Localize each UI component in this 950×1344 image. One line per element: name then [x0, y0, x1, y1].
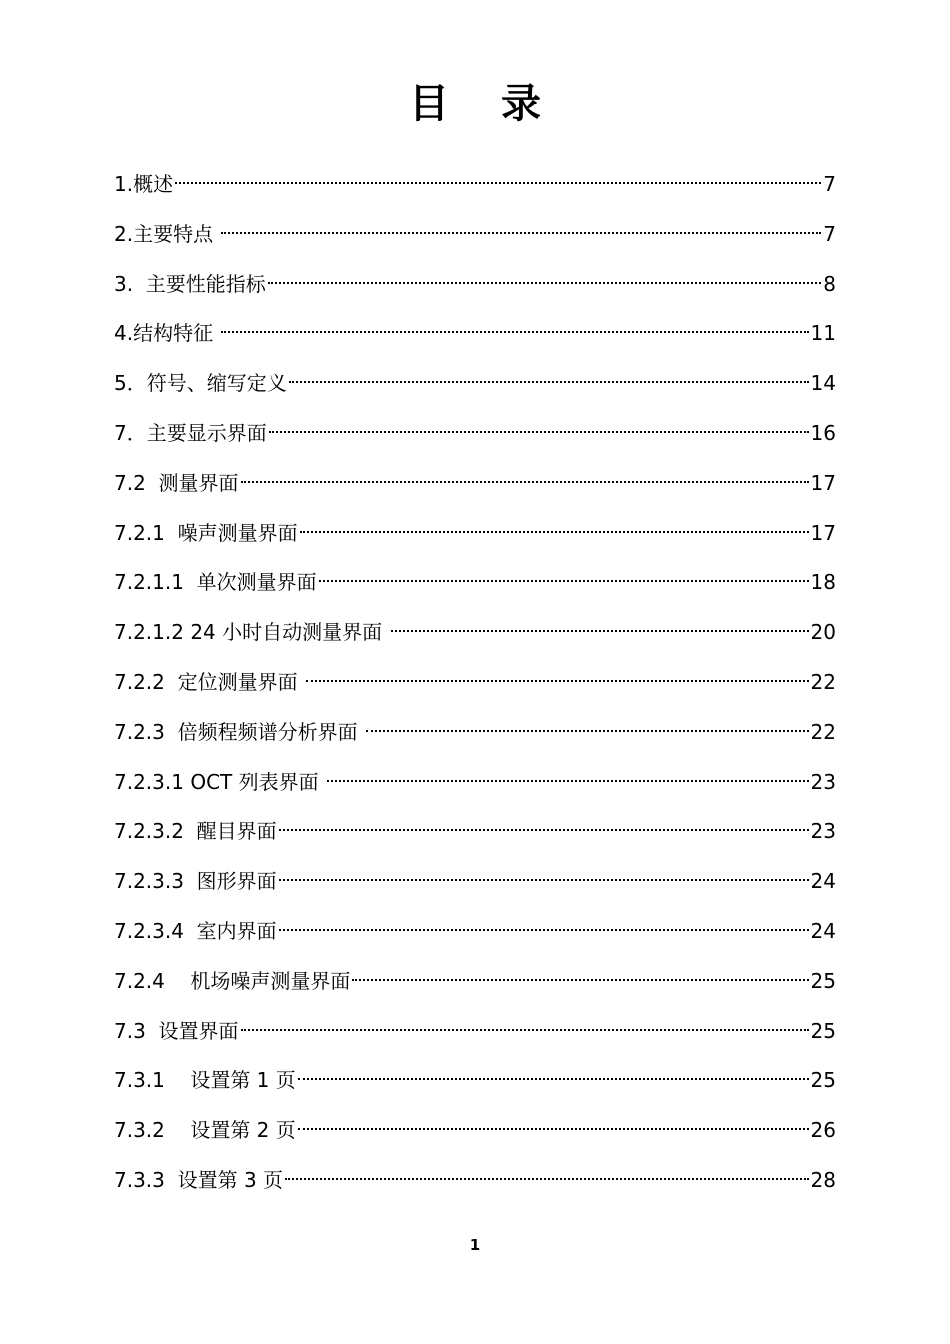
- toc-entry-title: 7.2.1.1 单次测量界面: [114, 570, 317, 595]
- toc-dot-leader: [366, 730, 809, 732]
- toc-entry[interactable]: [114, 760, 836, 810]
- toc-entry-page: 23: [810, 769, 836, 794]
- toc-entry[interactable]: [114, 610, 836, 660]
- toc-dot-leader: [298, 1128, 809, 1130]
- toc-entry-title: 2.主要特点: [114, 221, 220, 246]
- toc-entry-title: 7.2.1.2 24 小时自动测量界面: [114, 620, 389, 645]
- toc-entry-page: 16: [810, 420, 836, 445]
- toc-entry-title: 5．符号、缩写定义: [114, 371, 287, 396]
- toc-entry[interactable]: [114, 1058, 836, 1108]
- toc-entry-page: 24: [810, 869, 836, 894]
- toc-entry[interactable]: [114, 162, 836, 212]
- toc-entry-page: 11: [810, 321, 836, 346]
- toc-entry-title: 7.2.3.1 OCT 列表界面: [114, 769, 325, 794]
- toc-dot-leader: [241, 1029, 809, 1031]
- toc-dot-leader: [298, 1078, 809, 1080]
- toc-entry[interactable]: [114, 909, 836, 959]
- toc-dot-leader: [221, 232, 821, 234]
- toc-entry-title: 7.2.4 机场噪声测量界面: [114, 968, 351, 993]
- toc-dot-leader: [279, 829, 809, 831]
- toc-entry-title: 7.2.2 定位测量界面: [114, 669, 304, 694]
- toc-entry-page: 18: [810, 570, 836, 595]
- toc-entry[interactable]: [114, 212, 836, 262]
- toc-entry[interactable]: [114, 959, 836, 1009]
- page-title-char-2: 录: [501, 81, 541, 127]
- toc-entry-title: 7.2.3.2 醒目界面: [114, 819, 277, 844]
- toc-entry[interactable]: [114, 710, 836, 760]
- page-title: [0, 72, 950, 136]
- toc-entry-title: 7.2 测量界面: [114, 470, 239, 495]
- toc-entry-title: 3. 主要性能指标: [114, 271, 266, 296]
- toc-entry-page: 20: [810, 620, 836, 645]
- toc-dot-leader: [352, 979, 808, 981]
- toc-dot-leader: [319, 580, 809, 582]
- toc-entry[interactable]: [114, 1009, 836, 1059]
- toc-entry-page: 17: [810, 520, 836, 545]
- toc-entry-page: 28: [810, 1167, 836, 1192]
- toc-entry-title: 7.2.3.3 图形界面: [114, 869, 277, 894]
- toc-entry-page: 22: [810, 669, 836, 694]
- toc-entry[interactable]: [114, 809, 836, 859]
- toc-entry[interactable]: [114, 560, 836, 610]
- toc-dot-leader: [300, 531, 809, 533]
- toc-entry-page: 25: [810, 1068, 836, 1093]
- page-number: 1: [469, 1236, 481, 1254]
- toc-entry-title: 7.2.1 噪声测量界面: [114, 520, 298, 545]
- toc-entry-page: 7: [823, 221, 836, 246]
- toc-entry-page: 24: [810, 918, 836, 943]
- toc-entry-title: 7.3.2 设置第 2 页: [114, 1118, 296, 1143]
- toc-entry[interactable]: [114, 1108, 836, 1158]
- toc-dot-leader: [289, 381, 809, 383]
- toc-dot-leader: [175, 182, 821, 184]
- toc-entry-page: 17: [810, 470, 836, 495]
- table-of-contents: [114, 162, 836, 1208]
- toc-entry-title: 7.3 设置界面: [114, 1018, 239, 1043]
- toc-dot-leader: [268, 282, 821, 284]
- toc-entry-title: 1.概述: [114, 172, 174, 196]
- toc-dot-leader: [241, 481, 809, 483]
- toc-entry[interactable]: [114, 511, 836, 561]
- toc-entry-page: 25: [810, 968, 836, 993]
- toc-dot-leader: [391, 630, 809, 632]
- toc-entry[interactable]: [114, 1158, 836, 1208]
- toc-dot-leader: [285, 1178, 809, 1180]
- page-title-char-1: 目: [409, 81, 449, 127]
- toc-entry[interactable]: [114, 411, 836, 461]
- toc-dot-leader: [327, 780, 809, 782]
- toc-entry[interactable]: [114, 461, 836, 511]
- toc-entry-page: 7: [823, 172, 836, 196]
- toc-entry[interactable]: [114, 859, 836, 909]
- toc-entry[interactable]: [114, 660, 836, 710]
- toc-entry-page: 25: [810, 1018, 836, 1043]
- toc-dot-leader: [306, 680, 809, 682]
- toc-entry-title: 7.3.1 设置第 1 页: [114, 1068, 296, 1093]
- toc-entry-page: 22: [810, 719, 836, 744]
- toc-dot-leader: [269, 431, 809, 433]
- toc-entry-title: 7.2.3.4 室内界面: [114, 918, 277, 943]
- toc-entry-title: 7.2.3 倍频程频谱分析界面: [114, 719, 364, 744]
- toc-dot-leader: [279, 879, 809, 881]
- toc-dot-leader: [221, 331, 808, 333]
- toc-entry[interactable]: [114, 361, 836, 411]
- toc-entry-page: 23: [810, 819, 836, 844]
- toc-entry-title: 7．主要显示界面: [114, 420, 267, 445]
- toc-entry-title: 7.3.3 设置第 3 页: [114, 1167, 284, 1192]
- toc-entry-page: 14: [810, 371, 836, 396]
- toc-entry[interactable]: [114, 311, 836, 361]
- toc-entry-page: 8: [823, 271, 836, 296]
- toc-entry-page: 26: [810, 1118, 836, 1143]
- toc-dot-leader: [279, 929, 809, 931]
- toc-entry-title: 4.结构特征: [114, 321, 220, 346]
- toc-entry[interactable]: [114, 262, 836, 312]
